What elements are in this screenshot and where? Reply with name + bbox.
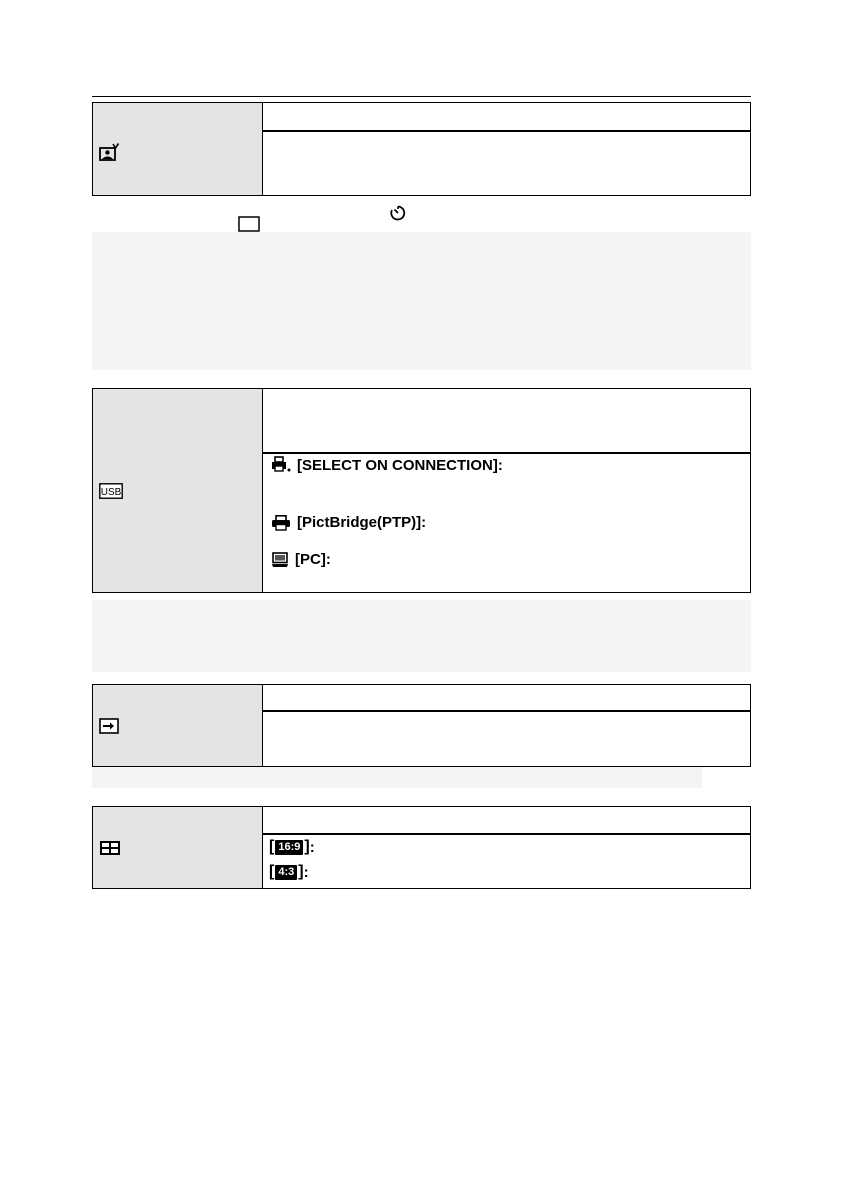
usb-option-label: [PC]: xyxy=(295,551,331,568)
setting-table-video-out xyxy=(92,684,751,767)
setting-description-cell xyxy=(263,685,750,766)
paragraph-band xyxy=(92,232,751,370)
output-arrow-icon xyxy=(99,718,119,734)
aspect-badge: 16:9 xyxy=(275,840,303,855)
bracket-open: [ xyxy=(269,838,275,855)
usb-option-select-on-connection xyxy=(271,456,503,474)
select-connection-icon xyxy=(271,456,291,474)
aspect-badge: 4:3 xyxy=(275,865,297,880)
row-divider xyxy=(263,833,750,835)
aspect-grid-icon xyxy=(99,840,121,856)
setting-description-cell xyxy=(263,103,750,195)
bracket-open: [ xyxy=(269,863,275,880)
setting-description-cell xyxy=(263,389,750,592)
bracket-close: ] xyxy=(298,863,304,880)
paragraph-band xyxy=(92,766,702,788)
pc-icon xyxy=(271,552,289,568)
printer-icon xyxy=(271,515,291,531)
rectangle-frame-icon xyxy=(238,216,260,232)
aspect-colon: : xyxy=(303,863,309,881)
usb-option-pc xyxy=(271,551,331,568)
setting-icon-cell xyxy=(93,389,263,592)
setting-table-tv-aspect xyxy=(92,102,751,196)
aspect-option-16-9 xyxy=(269,838,315,856)
setting-description-cell xyxy=(263,807,750,888)
self-timer-icon xyxy=(389,204,407,222)
row-divider xyxy=(263,452,750,454)
setting-icon-cell xyxy=(93,685,263,766)
setting-table-usb-mode xyxy=(92,388,751,593)
setting-icon-cell xyxy=(93,807,263,888)
header-rule xyxy=(92,96,751,97)
bracket-close: ] xyxy=(304,838,310,855)
paragraph-band xyxy=(92,600,751,672)
aspect-option-4-3 xyxy=(269,863,309,881)
usb-option-label: [PictBridge(PTP)]: xyxy=(297,514,427,531)
row-divider xyxy=(263,710,750,712)
usb-option-label: [SELECT ON CONNECTION]: xyxy=(297,456,503,474)
svg-text:USB: USB xyxy=(100,487,122,498)
aspect-colon: : xyxy=(309,838,315,856)
setting-table-tv-aspect-ratio xyxy=(92,806,751,889)
usb-option-pictbridge xyxy=(271,514,426,531)
setting-icon-cell xyxy=(93,103,263,195)
usb-icon xyxy=(99,483,123,499)
tv-image-icon xyxy=(99,143,119,161)
row-divider xyxy=(263,130,750,132)
